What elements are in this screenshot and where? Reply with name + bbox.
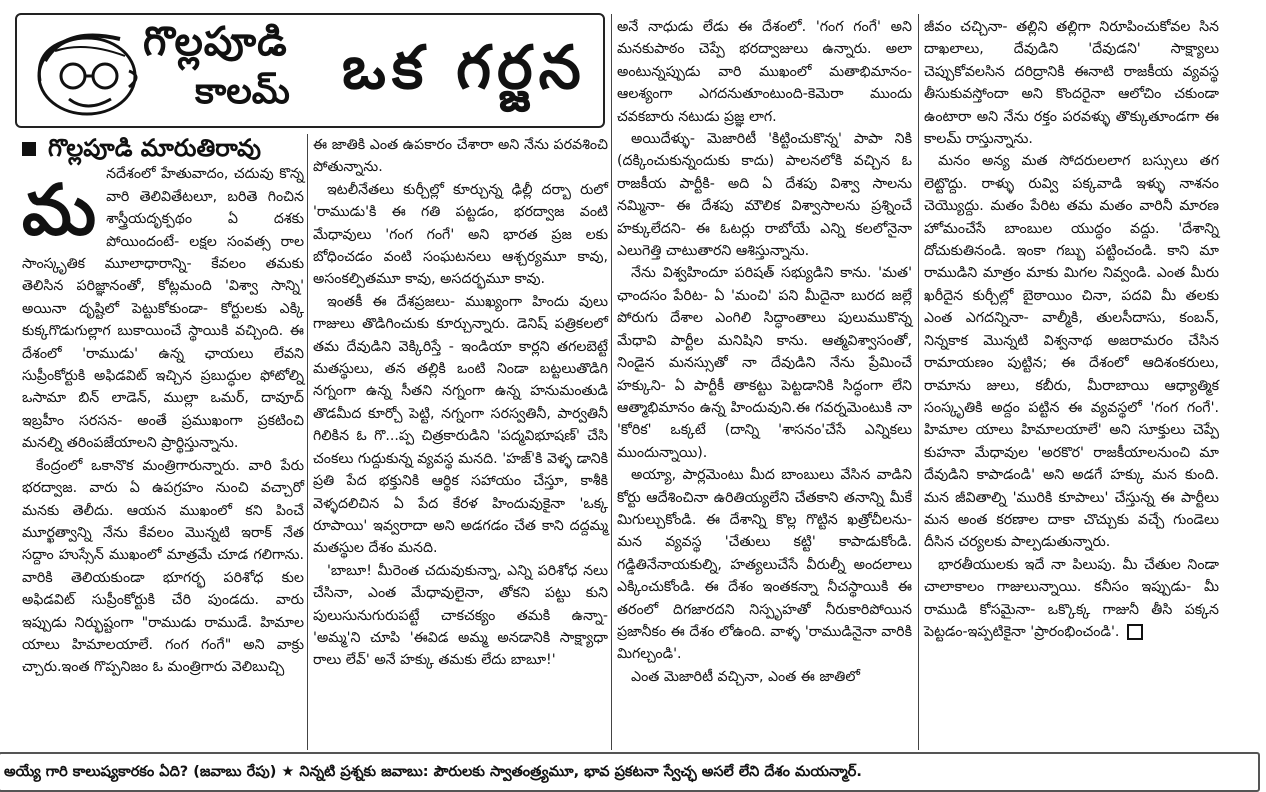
article-column-1 <box>22 134 304 679</box>
column-header-box <box>15 13 605 128</box>
paragraph: నదేశంలో హేతువాదం, చదువు కొన్న వారి తెలివితేటలూ, బరితె గించిన శాస్త్రీయదృక్పథం ఏ దశకు పోయిందంటే- లక్షల సంవత్స రాల సాంస్కృతిక మూలాధారాన్ని- కేవలం తమకు తెలిసిన పరిజ్ఞానంతో, కోట్లమంది 'విశ్వా సాన్ని' అయినా దృష్టిలో పెట్టుకోకుండా- కోర్టులకు ఎక్కి కుక్కగొడుగుల్లాగ బుకాయించే స్థాయికి వచ్చింది. ఈ దేశంలో 'రాముడు' ఉన్న ఛాయలు లేవని సుప్రీంకోర్టుకి అఫిడవిట్ ఇచ్చిన ప్రబుద్ధుల ఫోటోల్ని ఒసామా బిన్ లాడెన్, ముల్లా ఒమర్, దావూద్ ఇబ్రహీం సరసన- అంతే ప్రముఖంగా ప్రకటించి మనల్ని తరింపజేయాలని ప్రార్థిస్తున్నాను. <box>22 166 304 452</box>
paragraph: ఇంతకీ ఈ దేశప్రజలు- ముఖ్యంగా హిందు వులు గాజులు తొడిగించుకు కూర్చున్నారు. డెనిష్ పత్రికలలో తమ దేవుడిని వెక్కిరిస్తే - ఇండియా కార్లని తగలబెట్టే మతస్థులు, తన తల్లికి ఒంటి నిండా బట్టలుతొడిగి నగ్నంగా ఉన్న సీతని నగ్నంగా ఉన్న హనుమంతుడి తొడమీద కూర్చో పెట్టి, నగ్నంగా సరస్వతినీ, పార్వతినీ గిలికిన ఓ గొ...ప్ప చిత్రకారుడిని 'పద్మవిభూషణ్' చేసి చంకలు గుద్దుకున్న వ్యవస్థ మనది. 'హజ్'కి వెళ్ళ డానికి ప్రతి పేద భక్తునికి ఆర్థిక సహాయం చేస్తూ, కాశీకి వెళ్ళదలిచిన ఏ పేద కేరళ హిందువుకైనా 'ఒక్క రూపాయి' ఇవ్వరాదా అని అడగడం చేత కాని దద్దమ్మ మతస్థుల దేశం మనది. <box>313 293 608 557</box>
paragraph-text: భారతీయులకు ఇదే నా పిలుపు. మీ చేతుల నిండా చాలాకాలం గాజులున్నాయి. కనీసం ఇప్పుడు- మీ రాముడి కోసమైనా- ఒక్కొక్క గాజునీ తీసి పక్కన పెట్టడం-ఇప్పటికైనా 'ప్రారంభించండి'. <box>924 556 1219 640</box>
drop-cap: మ <box>22 169 97 252</box>
paragraph: మనం అన్య మత సోదరులలాగ బస్సులు తగ లెట్టొద్దు. రాళ్ళు రువ్వి పక్కవాడి ఇళ్ళు నాశనం చెయ్యొద్దు. మతం పేరిట తమ మతం వారినీ మారణ హోమంచేసే బాంబుల యుద్ధం వద్దు. 'దేశాన్ని దోచుకుతినండి. ఇంకా గబ్బు పట్టించండి. కాని మా రాముడిని మాత్రం మాకు మిగల నివ్వండి. ఎంత మీరు ఖరీదైన కుర్చీల్లో బైఠాయిం చినా, పదవి మీ తలకు ఎంత ఎగదన్నినా- వాల్మీకి, తులసీదాసు, కంబన్, నిన్నకాక మొన్నటి విశ్వనాథ అజరామరం చేసిన రామాయణం పుట్టిన; ఈ దేశంలో ఆదిశంకరులు, రామాను జులు, కబీరు, మీరాబాయి ఆధ్యాత్మిక సంస్కృతికి అద్దం పట్టిన ఈ వ్యవస్థలో 'గంగ గంగే'. హిమాల యాలు హిమాలయాలే' అని సూక్తులు చెప్పే కుహనా మేధావుల 'అరకొర' రాజకీయాలనుంచి మా దేవుడిని కాపాడండి' అని అడగే హక్కు మన కుంది. మన జీవితాల్ని 'మురికి కూపాలు' చేస్తున్న ఈ పార్టీలు మన అంత కరణాల దాకా చొచ్చుకు వచ్చే గుండెలు దీసిన చర్యలకు పాల్పడుతున్నారు. <box>924 153 1219 551</box>
column-divider <box>611 14 612 750</box>
end-mark-icon <box>1127 624 1143 640</box>
logo-title-line1: గొల్లపూడి <box>143 19 288 65</box>
logo-title-line2: కాలమ్ <box>195 71 290 112</box>
article-column-4 <box>924 16 1219 643</box>
paragraph: అయిదేళ్ళు- మెజారిటీ 'కిట్టించుకొన్న' పాపా నికి (దక్కించుకున్నందుకు కాదు) పాలనలోకి వచ్చిన ఓ రాజకీయ పార్టీకి- అది ఏ దేశపు విశ్వా సాలను నమ్మినా- ఈ దేశపు మౌలిక విశ్వాసాలను ప్రశ్నించే హక్కులేదని- ఈ ఓటర్లు రాబోయే ఎన్ని కలలోనైనా ఎలుగెత్తి చాటుతారని ఆశిస్తున్నాను. <box>617 131 912 260</box>
column-logo <box>25 21 315 121</box>
bullet-square-icon <box>22 142 36 156</box>
column-divider <box>918 14 919 750</box>
article-column-3 <box>617 16 912 688</box>
column-divider <box>307 134 308 750</box>
paragraph: అనే నాధుడు లేడు ఈ దేశంలో. 'గంగ గంగే' అని మనకుపాఠం చెప్పే భరద్వాజులు ఉన్నారు. అలా అంటున్నప్పుడు వారి ముఖంలో మతాభిమానం- ఆలశ్యంగా ఎగదనుతూంటుంది-కెమెరా ముందు చవకబారు నటుడు ప్రజ్ఞ లాగ. <box>617 19 912 125</box>
paragraph: అయ్యా, పార్లమెంటు మీద బాంబులు వేసిన వాడిని కోర్టు ఆదేశించినా ఉరితియ్యలేని చేతకాని తనాన్ని మీకే మిగుల్చుకోండి. ఈ దేశాన్ని కొల్ల గొట్టిన ఖత్రోచీలను- మన వ్యవస్థ 'చేతులు కట్టి' కాపాడుకోండి. గడ్డితినేనాయకుల్ని, హత్యలుచేసే వీరుల్నీ అందలాలు ఎక్కించుకోండి. ఈ దేశం ఇంతకన్నా నీచస్థాయికి ఈ తరంలో దిగజారదని నిస్పృహతో నీరుకారిపోయిన ప్రజానీకం ఈ దేశం లోఉంది. వాళ్ళ 'రాముడినైనా వారికి మిగల్చండి'. <box>617 467 912 663</box>
quiz-footer-bar: అయ్యే గారి కాలుష్యకారకం ఏది? (జవాబు రేపు) ★ నిన్నటి ప్రశ్నకు జవాబు: పౌరులకు స్వాతంత్ర్యమూ, భావ ప్రకటనా స్వేచ్ఛ అసలే లేని దేశం మయన్మార్. <box>0 752 1260 792</box>
headline: ఒక గర్జన <box>342 33 587 103</box>
paragraph: జీవం చచ్చినా- తల్లిని తల్లిగా నిరూపించుకోవల సిన దాఖలాలు, దేవుడిని 'దేవుడని' సాక్ష్యాలు చెప్పుకోవలసిన దరిద్రానికి ఈనాటి రాజకీయ వ్యవస్థ తీసుకువస్తోందా అని కొందరైనా ఆలోచిం చకుండా ఉంటారా అని నేను రక్తం పరవళ్ళు తొక్కుతూండగా ఈ కాలమ్ రాస్తున్నాను. <box>924 19 1219 148</box>
paragraph: ఈ జాతికి ఎంత ఉపకారం చేశారా అని నేను పరవశించి పోతున్నాను. <box>313 137 608 176</box>
paragraph: ఇటలీనేతలు కుర్చీల్లో కూర్చున్న ఢిల్లీ దర్బా రులో 'రాముడు'కి ఈ గతి పట్టడం, భరద్వాజ వంటి మేధావులు 'గంగ గంగే' అని భారత ప్రజ లకు బోధించడం వంటి సంఘటనలు ఆశ్చర్యమూ కావు, అసంకల్పితమూ కావు, అసదర్భమూ కావు. <box>313 181 608 288</box>
paragraph <box>924 554 1219 644</box>
article-column-2 <box>313 134 608 672</box>
paragraph: ఎంత మెజారిటీ వచ్చినా, ఎంత ఈ జాతిలో <box>631 668 860 685</box>
paragraph: నేను విశ్వహిందూ పరిషత్ సభ్యుడిని కాను. 'మత' ఛాందసం పేరిట- ఏ 'మంచి' పని మీదైనా బురద జల్లే పోరుగు దేశాల ఎంగిలి సిద్ధాంతాలు పులుముకొన్న మేధావి పార్టీల మనిషిని కాను. ఆత్మవిశ్వాసంతో, నిండైన మనస్సుతో నా దేవుడిని నేను ప్రేమించే హక్కుని- ఏ పార్టీకీ తాకట్టు పెట్టడానికి సిద్ధంగా లేని ఆత్మాభిమానం ఉన్న హిందువుని.ఈ గవర్నమెంటుకి నా 'కోరిక' ఒక్కటే (దాన్ని 'శాసనం'చేసే ఎన్నికలు ముందున్నాయి). <box>617 265 912 461</box>
paragraph: కేంద్రంలో ఒకానొక మంత్రిగారున్నారు. వారి పేరు భరద్వాజ. వారు ఏ ఉపగ్రహం నుంచి వచ్చారో మనకు తెలీదు. ఆయన ముఖంలో కని పించే మూర్ఖత్వాన్ని నేను కేవలం మొన్నటి ఇరాక్ నేత సద్దాం హుస్సేన్ ముఖంలో మాత్రమే చూడ గలిగాను. వారికి తెలియకుండా భూగర్భ పరిశోధ కుల అఫిడవిట్ సుప్రీంకోర్టుకి చేరి పుండదు. వారు ఇప్పుడు నిర్భుష్టంగా "రాముడు రాముడే. హిమాల యాలు హిమాలయాలే. గంగ గంగే" అని వాక్రు చ్చారు.ఇంత గొప్పనిజం ఓ మంత్రిగారు వెలిబుచ్చి <box>22 457 304 676</box>
author-name: గొల్లపూడి మారుతిరావు <box>48 134 261 162</box>
author-byline <box>22 134 304 162</box>
paragraph: 'బాబూ! మీరెంత చదువుకున్నా, ఎన్ని పరిశోధ నలు చేసినా, ఎంత మేధావులైనా, తోకని పట్టు కుని పులుసునుగురుపట్టే చాకచక్యం తమకి ఉన్నా- 'అమ్మ'ని చూపి 'ఈవిడ అమ్మ అనడానికి సాక్ష్యాధా రాలు లేవ్' అనే హక్కు తమకు లేదు బాబూ!' <box>313 562 608 669</box>
